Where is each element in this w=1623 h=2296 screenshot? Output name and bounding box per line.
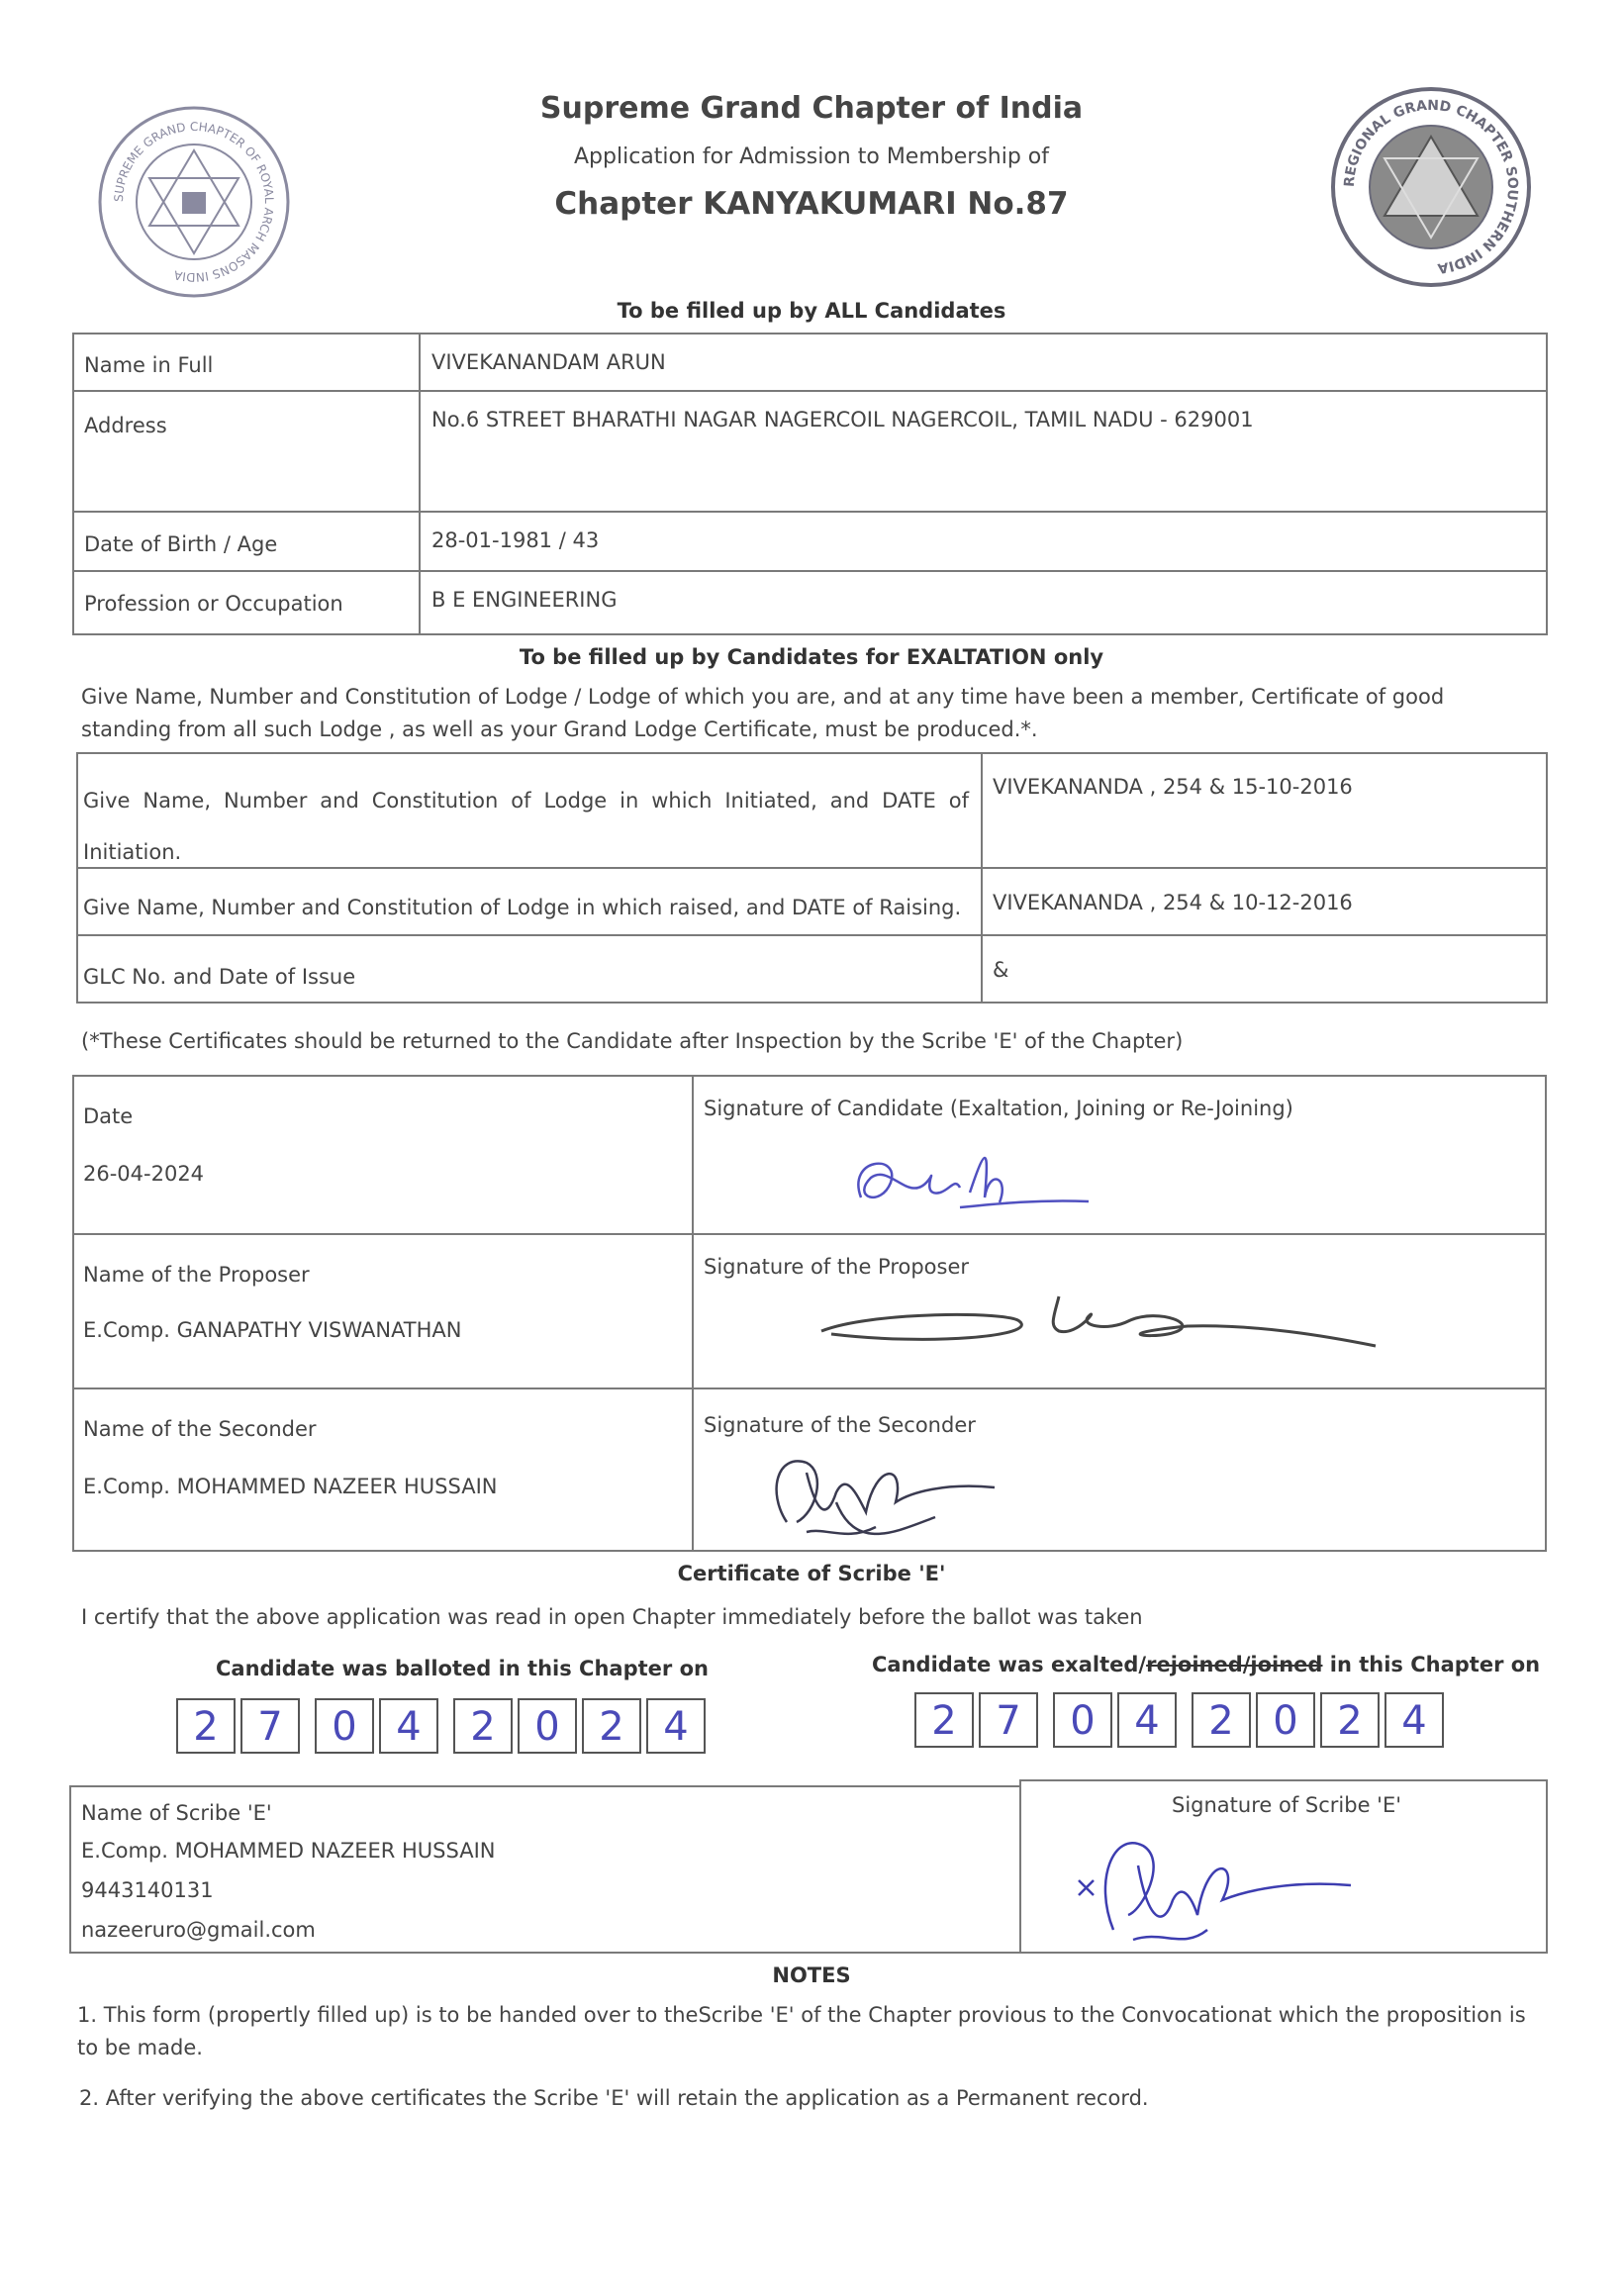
label-address: Address	[84, 414, 167, 437]
date-digit: 7	[240, 1698, 300, 1754]
proposer-cell	[72, 1233, 694, 1389]
balloted-label: Candidate was balloted in this Chapter on	[216, 1657, 709, 1680]
scribe-name-value: E.Comp. MOHAMMED NAZEER HUSSAIN	[81, 1839, 496, 1863]
date-label: Date	[83, 1104, 134, 1128]
date-digit: 0	[518, 1698, 577, 1754]
date-digit: 2	[582, 1698, 641, 1754]
chapter-name: Chapter KANYAKUMARI No.87	[554, 186, 1069, 222]
scribe-name-label: Name of Scribe 'E'	[81, 1801, 272, 1825]
date-digit: 4	[1384, 1692, 1444, 1748]
scribe-phone: 9443140131	[81, 1878, 214, 1902]
exalted-label-struck: rejoined/joined	[1146, 1653, 1323, 1676]
row-address-label-cell	[72, 390, 421, 513]
scribe-email: nazeeruro@gmail.com	[81, 1918, 316, 1942]
date-digit: 7	[979, 1692, 1038, 1748]
row-glc-value-cell	[981, 934, 1548, 1004]
candidate-signature-label: Signature of Candidate (Exaltation, Joining or Re-Joining)	[704, 1097, 1293, 1120]
date-digit: 2	[1320, 1692, 1380, 1748]
seconder-value: E.Comp. MOHAMMED NAZEER HUSSAIN	[83, 1475, 498, 1498]
value-dob: 28-01-1981 / 43	[431, 528, 600, 552]
label-dob: Date of Birth / Age	[84, 532, 278, 556]
date-digit: 0	[1053, 1692, 1112, 1748]
label-profession: Profession or Occupation	[84, 592, 343, 616]
date-cell	[72, 1075, 694, 1235]
value-profession: B E ENGINEERING	[431, 588, 618, 612]
value-initiated: VIVEKANANDA , 254 & 15-10-2016	[993, 775, 1353, 799]
section-heading-exaltation: To be filled up by Candidates for EXALTATION only	[519, 645, 1104, 669]
note-item: 2. After verifying the above certificates the Scribe 'E' will retain the application as a Permanent record.	[79, 2086, 1149, 2110]
certificates-note: (*These Certificates should be returned to the Candidate after Inspection by the Scribe 'E' of the Chapter)	[81, 1029, 1184, 1053]
date-digit: 2	[453, 1698, 513, 1754]
proposer-label: Name of the Proposer	[83, 1263, 310, 1287]
date-digit: 0	[1256, 1692, 1315, 1748]
scribe-signature	[1074, 1821, 1361, 1950]
date-digit: 0	[315, 1698, 374, 1754]
balloted-date-boxes	[176, 1698, 711, 1754]
svg-text:SUPREME GRAND CHAPTER OF ROYAL: SUPREME GRAND CHAPTER OF ROYAL ARCH MASONS INDIA	[111, 119, 277, 285]
note-item: 1. This form (propertly filled up) is to be handed over to theScribe 'E' of the Chapter provious to the Convocationat which the proposition is to be made.	[77, 2003, 1526, 2059]
row-initiated-value-cell	[981, 752, 1548, 869]
seconder-signature-label: Signature of the Seconder	[704, 1413, 976, 1437]
date-digit: 4	[1117, 1692, 1177, 1748]
seconder-signature	[747, 1433, 1004, 1552]
notes-heading: NOTES	[772, 1963, 851, 1987]
value-glc: &	[993, 958, 1009, 982]
svg-text:REGIONAL GRAND CHAPTER SOUTHER: REGIONAL GRAND CHAPTER SOUTHERN INDIA	[1341, 97, 1521, 276]
right-seal	[1329, 85, 1533, 293]
date-digit: 4	[379, 1698, 438, 1754]
section-heading-all: To be filled up by ALL Candidates	[617, 299, 1006, 323]
date-digit: 2	[1192, 1692, 1251, 1748]
exalted-date-boxes	[914, 1692, 1449, 1748]
document-title: Supreme Grand Chapter of India	[539, 91, 1084, 126]
exalted-label-pre: Candidate was exalted/	[872, 1653, 1147, 1676]
date-value: 26-04-2024	[83, 1162, 205, 1186]
label-name: Name in Full	[84, 353, 214, 377]
exalted-label-post: in this Chapter on	[1322, 1653, 1541, 1676]
label-raised: Give Name, Number and Constitution of Lodge in which raised, and DATE of Raising.	[83, 896, 962, 919]
proposer-signature-label: Signature of the Proposer	[704, 1255, 970, 1279]
exalted-label	[872, 1653, 1540, 1676]
label-glc: GLC No. and Date of Issue	[83, 965, 356, 989]
value-raised: VIVEKANANDA , 254 & 10-12-2016	[993, 891, 1353, 914]
date-digit: 4	[646, 1698, 706, 1754]
date-digit: 2	[914, 1692, 974, 1748]
date-digit: 2	[176, 1698, 236, 1754]
label-initiated: Give Name, Number and Constitution of Lodge in which Initiated, and DATE of Initiation.	[83, 789, 969, 864]
left-seal	[95, 103, 293, 305]
scribe-signature-label: Signature of Scribe 'E'	[1172, 1793, 1401, 1817]
value-address: No.6 STREET BHARATHI NAGAR NAGERCOIL NAGERCOIL, TAMIL NADU - 629001	[431, 408, 1254, 431]
scribe-certificate-heading: Certificate of Scribe 'E'	[677, 1562, 946, 1585]
value-name: VIVEKANANDAM ARUN	[431, 350, 666, 374]
proposer-signature	[812, 1277, 1385, 1376]
document-subtitle: Application for Admission to Membership of	[573, 144, 1049, 169]
seconder-label: Name of the Seconder	[83, 1417, 317, 1441]
candidate-signature	[841, 1138, 1098, 1227]
scribe-certificate-statement: I certify that the above application was read in open Chapter immediately before the ballot was taken	[81, 1605, 1143, 1629]
exaltation-instruction: Give Name, Number and Constitution of Lodge / Lodge of which you are, and at any time have been a member, Certificate of good standing from all such Lodge , as well as your Grand Lodge Certificate, must be produced.*.	[81, 685, 1445, 741]
seconder-cell	[72, 1387, 694, 1552]
proposer-value: E.Comp. GANAPATHY VISWANATHAN	[83, 1318, 462, 1342]
